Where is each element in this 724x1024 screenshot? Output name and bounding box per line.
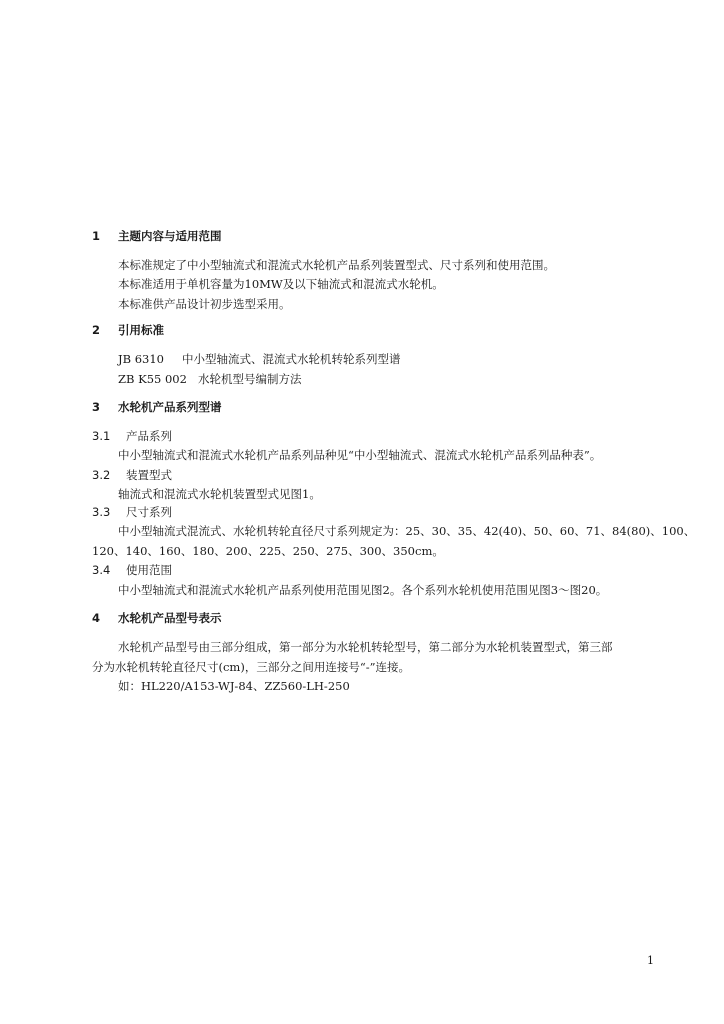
section-1-paragraph-1: 本标准规定了中小型轴流式和混流式水轮机产品系列装置型式、尺寸系列和使用范围。 bbox=[118, 258, 555, 272]
subsection-3-3-heading bbox=[92, 505, 172, 519]
section-1-title: 主题内容与适用范围 bbox=[118, 229, 222, 243]
section-2-title: 引用标准 bbox=[118, 323, 164, 337]
subsection-3-1-number: 3.1 bbox=[92, 429, 111, 443]
subsection-3-4-text: 中小型轴流式和混流式水轮机产品系列使用范围见图2。各个系列水轮机使用范围见图3～图20。 bbox=[118, 583, 608, 597]
subsection-3-1-title: 产品系列 bbox=[126, 429, 172, 443]
subsection-3-3-text-line-2: 120、140、160、180、200、225、250、275、300、350cm。 bbox=[92, 544, 444, 558]
reference-1-title: 中小型轴流式、混流式水轮机转轮系列型谱 bbox=[182, 352, 401, 366]
subsection-3-2-text: 轴流式和混流式水轮机装置型式见图1。 bbox=[118, 487, 321, 501]
section-4-number: 4 bbox=[92, 611, 101, 625]
section-3-heading bbox=[92, 400, 222, 414]
reference-2 bbox=[118, 372, 302, 386]
subsection-3-4-title: 使用范围 bbox=[126, 563, 172, 577]
section-1-number: 1 bbox=[92, 229, 101, 243]
reference-2-code: ZB K55 002 bbox=[118, 372, 187, 386]
subsection-3-4-number: 3.4 bbox=[92, 563, 111, 577]
section-4-paragraph-line-2: 分为水轮机转轮直径尺寸(cm)，三部分之间用连接号“-”连接。 bbox=[92, 660, 410, 674]
section-1-paragraph-3: 本标准供产品设计初步选型采用。 bbox=[118, 297, 291, 311]
section-4-heading bbox=[92, 611, 222, 625]
subsection-3-1-text: 中小型轴流式和混流式水轮机产品系列品种见“中小型轴流式、混流式水轮机产品系列品种表”。 bbox=[118, 448, 602, 462]
subsection-3-2-heading bbox=[92, 468, 172, 482]
subsection-3-2-number: 3.2 bbox=[92, 468, 111, 482]
subsection-3-3-number: 3.3 bbox=[92, 505, 111, 519]
subsection-3-3-text-line-1: 中小型轴流式混流式、水轮机转轮直径尺寸系列规定为：25、30、35、42(40)、50、60、71、84(80)、100、 bbox=[118, 524, 696, 538]
reference-1 bbox=[118, 352, 401, 366]
subsection-3-4-heading bbox=[92, 563, 172, 577]
section-4-paragraph-line-1: 水轮机产品型号由三部分组成，第一部分为水轮机转轮型号，第二部分为水轮机装置型式，第三部 bbox=[118, 640, 613, 654]
section-4-example: 如：HL220/A153-WJ-84、ZZ560-LH-250 bbox=[118, 679, 350, 693]
page-number: 1 bbox=[647, 954, 654, 967]
section-2-number: 2 bbox=[92, 323, 101, 337]
section-1-heading bbox=[92, 229, 222, 243]
section-3-title: 水轮机产品系列型谱 bbox=[118, 400, 222, 414]
reference-2-title: 水轮机型号编制方法 bbox=[198, 372, 302, 386]
section-3-number: 3 bbox=[92, 400, 101, 414]
subsection-3-2-title: 装置型式 bbox=[126, 468, 172, 482]
section-1-paragraph-2: 本标准适用于单机容量为10MW及以下轴流式和混流式水轮机。 bbox=[118, 277, 444, 291]
subsection-3-1-heading bbox=[92, 429, 172, 443]
reference-1-code: JB 6310 bbox=[118, 352, 164, 366]
section-2-heading bbox=[92, 323, 164, 337]
section-4-title: 水轮机产品型号表示 bbox=[118, 611, 222, 625]
subsection-3-3-title: 尺寸系列 bbox=[126, 505, 172, 519]
